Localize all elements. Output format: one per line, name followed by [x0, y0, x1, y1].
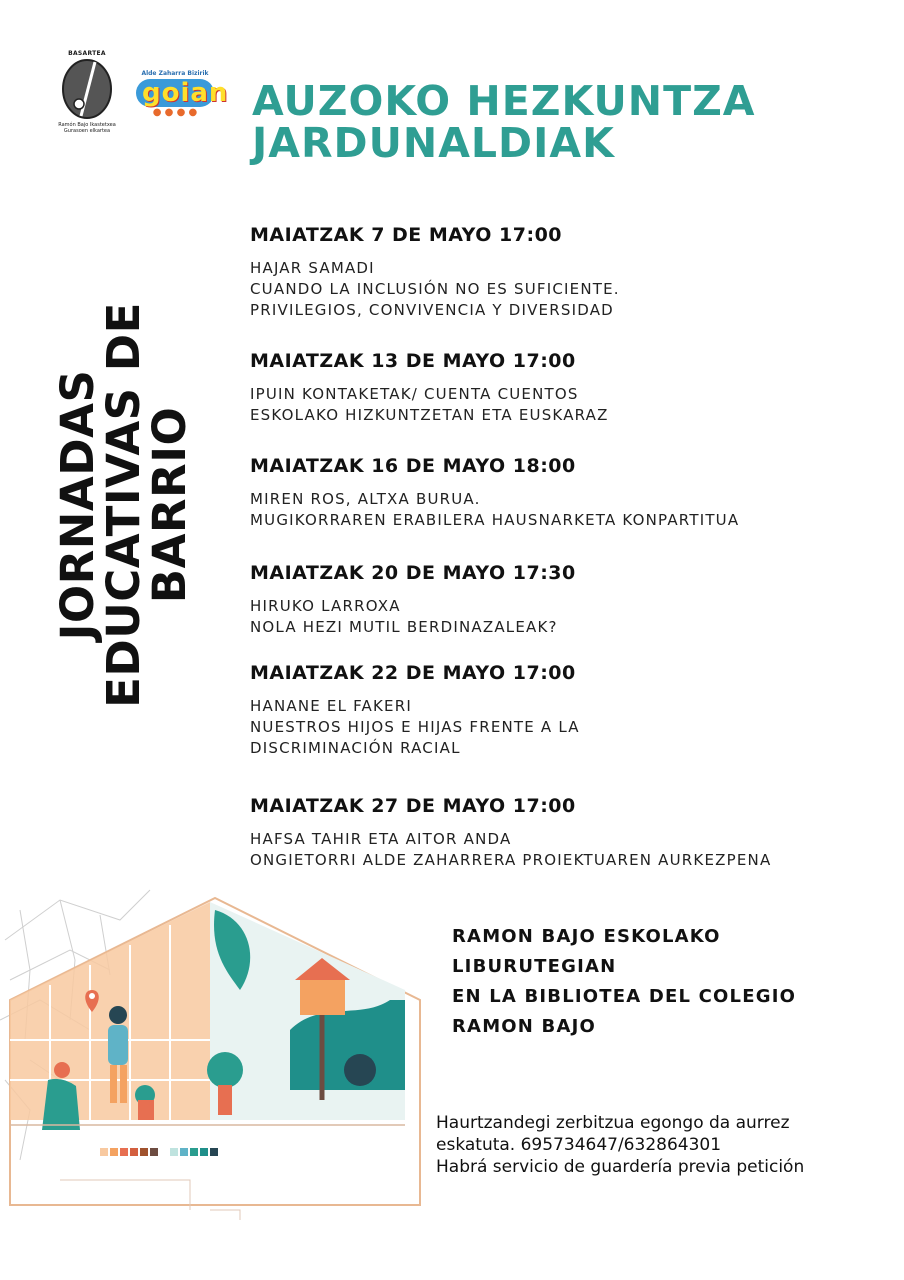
event-location — [452, 922, 872, 1042]
goian-logo — [130, 70, 229, 130]
location-line: EN LA BIBLIOTEA DEL COLEGIO — [452, 986, 797, 1007]
neighborhood-house-illustration — [0, 880, 430, 1225]
event-line: HAJAR SAMADI — [250, 259, 375, 277]
note-line: Haurtzandegi zerbitzua egongo da aurrez — [436, 1113, 790, 1133]
event-date: MAIATZAK 13 DE MAYO 17:00 — [250, 350, 576, 372]
vertical-title — [51, 225, 200, 785]
note-line: eskatuta. 695734647/632864301 — [436, 1135, 722, 1155]
event-description — [250, 696, 880, 759]
childcare-note — [436, 1112, 886, 1178]
event-line: NUESTROS HIJOS E HIJAS FRENTE A LA — [250, 718, 580, 736]
event-description — [250, 596, 880, 638]
event-line: HAFSA TAHIR ETA AITOR ANDA — [250, 830, 512, 848]
location-line: LIBURUTEGIAN — [452, 956, 617, 977]
event-line: CUANDO LA INCLUSIÓN NO ES SUFICIENTE. — [250, 280, 620, 298]
event-line: PRIVILEGIOS, CONVIVENCIA Y DIVERSIDAD — [250, 301, 614, 319]
event-line: MIREN ROS, ALTXA BURUA. — [250, 490, 481, 508]
goian-logo-tagline: Alde Zaharra Bizirik — [141, 70, 209, 77]
event-line: NOLA HEZI MUTIL BERDINAZALEAK? — [250, 618, 558, 636]
event-date: MAIATZAK 16 DE MAYO 18:00 — [250, 455, 576, 477]
event-line: HIRUKO LARROXA — [250, 597, 401, 615]
event-item — [250, 224, 880, 321]
event-line: HANANE EL FAKERI — [250, 697, 412, 715]
goian-logo-word: goian — [136, 79, 214, 107]
vinyl-disc-icon — [59, 58, 115, 120]
event-item — [250, 795, 880, 871]
event-date: MAIATZAK 20 DE MAYO 17:30 — [250, 562, 576, 584]
event-date: MAIATZAK 7 DE MAYO 17:00 — [250, 224, 563, 246]
event-date: MAIATZAK 22 DE MAYO 17:00 — [250, 662, 576, 684]
event-description — [250, 489, 880, 531]
basartea-logo-subtitle: Ramón Bajo Ikastetxea Gurasoen elkartea — [58, 122, 116, 134]
vertical-title-line1: JORNADAS — [51, 369, 104, 641]
vertical-title-wrapper — [51, 225, 200, 785]
page-title — [252, 77, 892, 167]
event-line: DISCRIMINACIÓN RACIAL — [250, 739, 461, 757]
event-description — [250, 384, 880, 426]
location-line: RAMON BAJO — [452, 1016, 596, 1037]
basartea-logo — [52, 50, 122, 145]
page-title-line1: AUZOKO HEZKUNTZA — [252, 77, 756, 125]
goian-faces-icon: ● ● ● ● — [152, 107, 198, 118]
event-item — [250, 562, 880, 638]
event-line: IPUIN KONTAKETAK/ CUENTA CUENTOS — [250, 385, 579, 403]
event-description — [250, 258, 880, 321]
event-line: ESKOLAKO HIZKUNTZETAN ETA EUSKARAZ — [250, 406, 609, 424]
event-item — [250, 662, 880, 759]
basartea-logo-name: BASARTEA — [68, 50, 106, 57]
page-title-line2: JARDUNALDIAK — [252, 119, 615, 167]
event-line: MUGIKORRAREN ERABILERA HAUSNARKETA KONPARTITUA — [250, 511, 740, 529]
vertical-title-line2: EDUCATIVAS DE — [97, 302, 150, 708]
vertical-title-line3: BARRIO — [143, 406, 196, 604]
event-description — [250, 829, 880, 871]
location-line: RAMON BAJO ESKOLAKO — [452, 926, 721, 947]
event-line: ONGIETORRI ALDE ZAHARRERA PROIEKTUAREN AURKEZPENA — [250, 851, 772, 869]
event-item — [250, 455, 880, 531]
event-item — [250, 350, 880, 426]
event-date: MAIATZAK 27 DE MAYO 17:00 — [250, 795, 576, 817]
note-line: Habrá servicio de guardería previa petición — [436, 1157, 805, 1177]
